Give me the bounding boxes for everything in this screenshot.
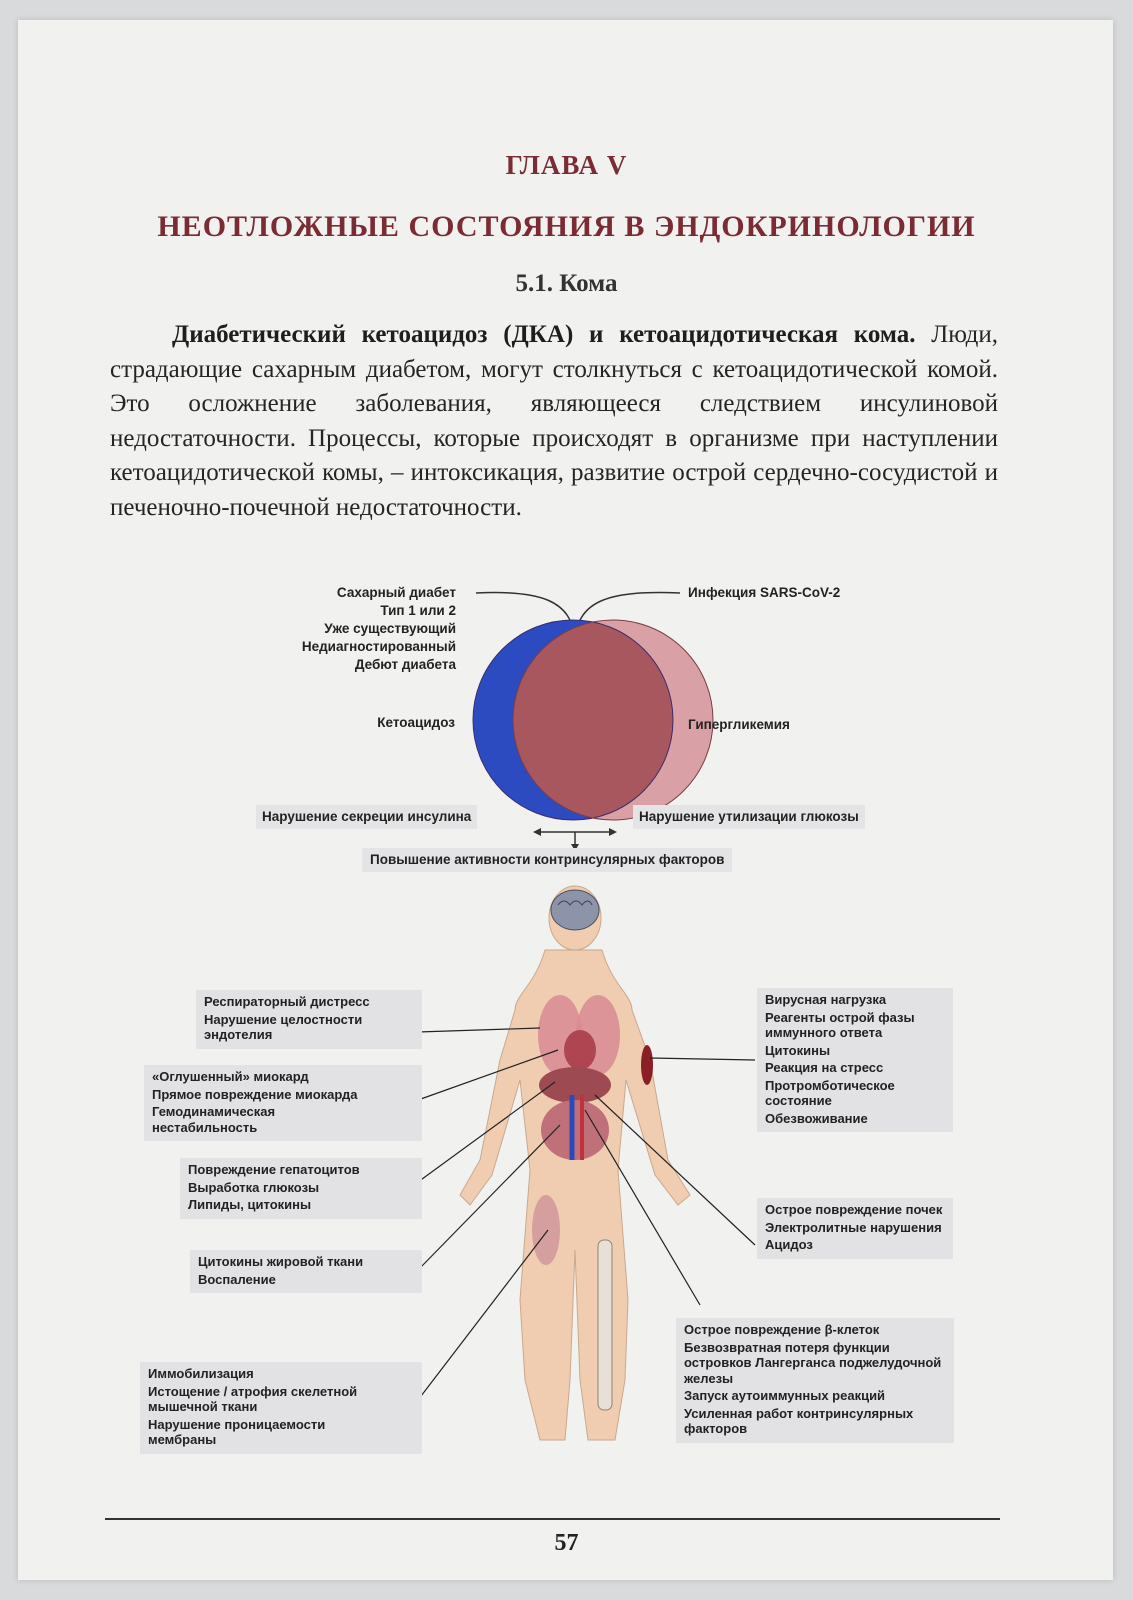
left-group-adipose (190, 1250, 422, 1293)
right-label: Острое повреждение β-клеток (684, 1322, 880, 1337)
right-label: Безвозвратная потеря функции островков Лангерганса поджелудочной железы (684, 1339, 942, 1386)
right-label: Вирусная нагрузка (765, 992, 887, 1007)
right-label: Цитокины (765, 1042, 831, 1058)
right-label: Реагенты острой фазы иммунного ответа (765, 1009, 915, 1040)
ketoacidosis-label: Кетоацидоз (377, 715, 455, 730)
section-heading: 5.1. Кома (515, 270, 618, 297)
paragraph-bold-lead: Диабетический кетоацидоз (ДКА) и кетоацидотическая кома. (172, 321, 916, 348)
left-group-liver (180, 1158, 422, 1219)
diabetes-label-2: Уже существующий (324, 621, 456, 636)
left-label: Нарушение проницаемости мембраны (148, 1416, 326, 1447)
right-label: Обезвоживание (765, 1110, 868, 1126)
right-label: Усиленная работ контринсулярных факторов (684, 1405, 914, 1436)
leg-bone (598, 1240, 612, 1410)
infection-label: Инфекция SARS-CoV-2 (688, 585, 841, 600)
chapter-title: НЕОТЛОЖНЫЕ СОСТОЯНИЯ В ЭНДОКРИНОЛОГИИ (157, 210, 976, 243)
page-number: 57 (554, 1530, 579, 1556)
chapter-heading: ГЛАВА V (505, 150, 628, 180)
exchange-arrow-left (533, 828, 541, 836)
right-label: Запуск аутоиммунных реакций (684, 1388, 886, 1403)
right-label: Протромботическое состояние (765, 1077, 895, 1108)
contrinsular-label: Повышение активности контринсулярных факторов (362, 848, 732, 872)
diabetes-label-1: Тип 1 или 2 (380, 603, 456, 618)
left-label: Истощение / атрофия скелетной мышечной ткани (148, 1383, 358, 1414)
hyperglycemia-label: Гипергликемия (688, 717, 790, 732)
left-label: Респираторный дистресс (204, 994, 370, 1009)
left-label: Нарушение целостности эндотелия (204, 1011, 363, 1042)
human-body-illustration (460, 886, 690, 1440)
diabetes-label-0: Сахарный диабет (336, 585, 456, 600)
right-group-kidneys (757, 1198, 953, 1259)
heart-icon (564, 1030, 596, 1070)
left-group-muscle (140, 1362, 422, 1454)
insulin-secretion-label: Нарушение секреции инсулина (256, 805, 477, 829)
left-label: Выработка глюкозы (188, 1179, 320, 1195)
brain-icon (551, 890, 599, 930)
glucose-utilization-label: Нарушение утилизации глюкозы (633, 805, 865, 829)
liver-icon (539, 1067, 611, 1103)
left-label: Цитокины жировой ткани (198, 1254, 364, 1269)
right-group-pancreas (676, 1318, 954, 1443)
diabetes-label-list (260, 584, 456, 674)
left-group-myocardium (144, 1065, 422, 1141)
exchange-arrow-right (609, 828, 617, 836)
footer-divider (105, 1518, 1000, 1520)
left-label: Иммобилизация (148, 1366, 254, 1381)
right-group-immune (757, 988, 953, 1132)
diabetes-label-3: Недиагностированный (301, 639, 456, 654)
right-label: Реакция на стресс (765, 1060, 884, 1075)
left-label: «Оглушенный» миокард (152, 1069, 309, 1084)
right-label: Ацидоз (765, 1237, 813, 1252)
intestines-icon (541, 1100, 609, 1160)
left-label: Прямое повреждение миокарда (152, 1086, 358, 1102)
right-label: Электролитные нарушения (765, 1219, 942, 1235)
left-label: Воспаление (198, 1271, 276, 1287)
paragraph-text: Люди, страдающие сахарным диабетом, могут столкнуться с кетоацидотической комой. Это осложнение заболевания, являющееся следствием инсулиновой недостаточности. Процессы, которые происходят в организме при наступлении кетоацидотической комы, – интоксикация, развитие острой сердечно-сосудистой и печеночно-почечной недостаточности. (110, 321, 999, 521)
diabetes-label-4: Дебют диабета (354, 657, 456, 672)
left-label: Липиды, цитокины (188, 1197, 312, 1212)
right-label: Острое повреждение почек (765, 1202, 943, 1217)
left-group-respiratory (196, 990, 422, 1049)
left-label: Повреждение гепатоцитов (188, 1162, 360, 1177)
arm-vessel (641, 1045, 653, 1085)
thigh-muscle (532, 1195, 560, 1265)
left-label: Гемодинамическая нестабильность (152, 1104, 276, 1135)
